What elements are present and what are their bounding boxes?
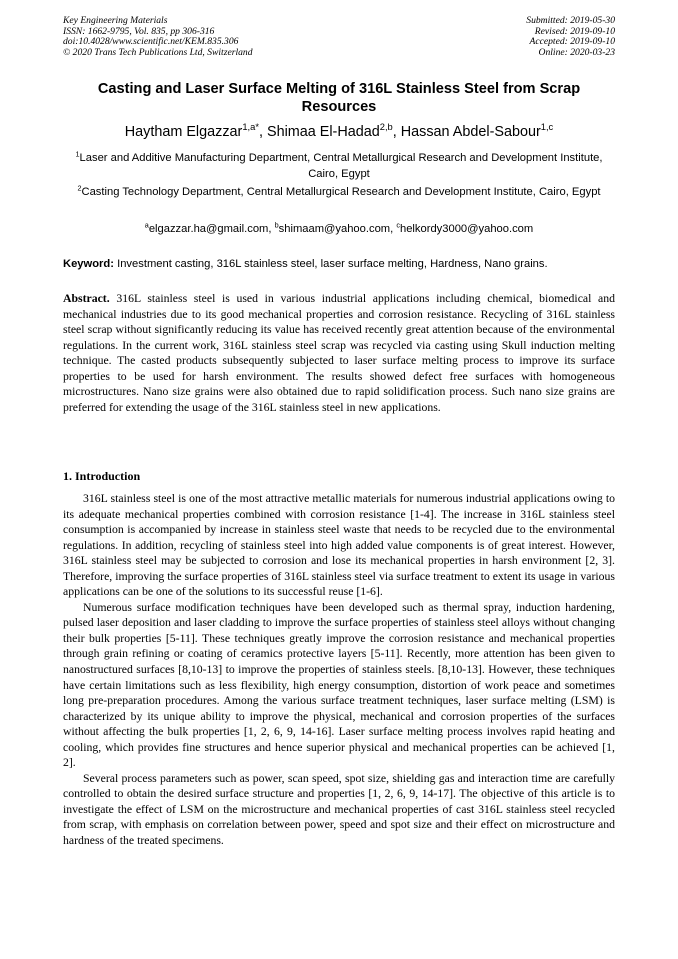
date-online: Online: 2020-03-23 [538, 46, 615, 58]
date-submitted: Submitted: 2019-05-30 [526, 15, 615, 26]
email-marker: a [144, 220, 149, 230]
publication-dates [526, 16, 615, 58]
journal-info [63, 16, 253, 58]
email-separator: , [268, 223, 275, 235]
paragraph: 316L stainless steel is one of the most attractive metallic materials for numerous industrial applications owing to its adequate mechanical properties combined with corrosion resistance [1-4]. The increase in 316L stainless steel consumption is accompanied by increase in stainless steel waste that needs to be recycled due to the environmental regulations. In addition, recycling of stainless steel into high added value components is of great interest. However, 316L stainless steel may be subjected to corrosion and lose its mechanical properties in harsh environment [2, 3]. Therefore, improving the surface properties of 316L stainless steel via surface treatment to extent its usage in various applications can be one of the solutions to its successful reuse [1-6]. [63, 492, 615, 599]
email-link[interactable]: elgazzar.ha@gmail.com [148, 223, 269, 235]
author-affiliation-marker: 1,a* [242, 122, 259, 133]
affiliation [63, 150, 615, 182]
email-marker: b [274, 220, 279, 230]
abstract-text: 316L stainless steel is used in various industrial applications including chemical, biomedical and mechanical industries due to its good mechanical properties and corrosion resistance. Recycling of 316L stainless steel scrap without significantly reducing its value has received recently great attention because of the environmental regulations. In the current work, 316L stainless steel scrap was recycled via casting using Skull induction melting technique. The casted products subsequently subjected to laser surface melting process to improve its surface properties to be used for harsh environment. The results showed defect free surfaces with homogeneous microstructures. Nano size grains were also obtained due to rapid solidification process. Such nano size grains are preferred for extending the usage of the 316L stainless steel in new applications. [63, 292, 615, 414]
author-name: Haytham Elgazzar [124, 124, 243, 140]
author-affiliation-marker: 1,c [540, 122, 554, 133]
journal-name: Key Engineering Materials [63, 15, 168, 26]
paragraph: Several process parameters such as power, scan speed, spot size, shielding gas and interaction time are carefully controlled to obtain the desired surface structure and properties [1, 2, 6, 9, 14-17]. The objective of this article is to investigate the effect of LSM on the microstructure and mechanical properties of cast 316L stainless steel recycled from scrap, with emphasis on correlation between power, speed and spot size and their effect on microstructure and hardness of the treated specimens. [63, 771, 615, 848]
date-accepted: Accepted: 2019-09-10 [529, 36, 615, 48]
author-separator: , [392, 124, 401, 140]
affiliation-text: Laser and Additive Manufacturing Department, Central Metallurgical Research and Development Institute, Cairo, Egypt [79, 152, 603, 180]
affiliation [63, 184, 615, 200]
paragraph: Numerous surface modification techniques have been developed such as thermal spray, induction hardening, pulsed laser deposition and laser cladding to improve the surface properties of stainless steel alloys without changing their bulk properties [5-11]. These techniques greatly improve the corrosion resistance and mechanical properties through grain refining or coating of ceramics protective layers [5-11]. Recently, more attention has been given to nanostructured surfaces [8,10-13] to improve the properties of stainless steels. [8,10-13]. However, these techniques have certain limitations such as less flexibility, high energy consumption, distortion of work peace and sometimes long pre-preparation procedures. Among the various surface treatment techniques, laser surface melting (LSM) is characterized by its unique ability to improve the physical, mechanical and corrosion properties of the surfaces without affecting the bulk properties [1, 2, 6, 9, 14-16]. Laser surface melting process involves rapid heating and cooling, which provides fine structures and hence superior physical and mechanical properties can be achieved [1, 2]. [63, 600, 615, 770]
affiliation-marker: 1 [75, 149, 80, 159]
abstract-label: Abstract. [63, 292, 110, 305]
abstract [63, 291, 615, 415]
author-name: Shimaa El-Hadad [266, 124, 380, 140]
author-separator: , [258, 124, 267, 140]
email-link[interactable]: shimaam@yahoo.com [278, 223, 391, 235]
introduction-section [63, 491, 615, 849]
email-link[interactable]: helkordy3000@yahoo.com [399, 223, 534, 235]
email-separator: , [390, 223, 397, 235]
journal-doi[interactable]: doi:10.4028/www.scientific.net/KEM.835.306 [63, 36, 239, 48]
author-affiliation-marker: 2,b [379, 122, 393, 133]
affiliation-text: Casting Technology Department, Central Metallurgical Research and Development Institute, Cairo, Egypt [81, 186, 601, 198]
keywords-text: Investment casting, 316L stainless steel, laser surface melting, Hardness, Nano grains. [113, 258, 548, 270]
affiliation-marker: 2 [77, 183, 82, 193]
author-emails [63, 221, 615, 237]
journal-copyright: © 2020 Trans Tech Publications Ltd, Switzerland [63, 46, 253, 58]
journal-issn: ISSN: 1662-9795, Vol. 835, pp 306-316 [63, 25, 215, 37]
email-marker: c [396, 220, 400, 230]
keywords-label: Keyword: [63, 258, 114, 270]
paper-title: Casting and Laser Surface Melting of 316L Stainless Steel from Scrap Resources [97, 81, 581, 115]
section-heading-introduction: 1. Introduction [63, 469, 141, 483]
author-list [63, 123, 615, 141]
date-revised: Revised: 2019-09-10 [534, 25, 615, 37]
keywords [63, 256, 615, 272]
author-name: Hassan Abdel-Sabour [400, 124, 541, 140]
